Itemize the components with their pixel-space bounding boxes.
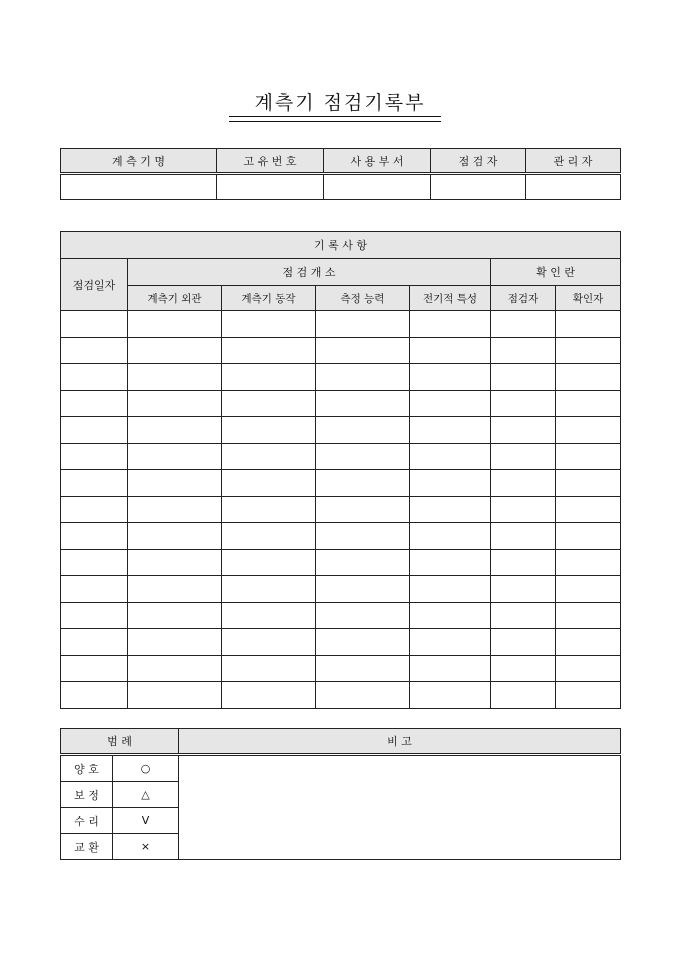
- appearance-cell[interactable]: [128, 549, 222, 576]
- record-row: [61, 443, 621, 470]
- measurement-cell[interactable]: [316, 496, 410, 523]
- record-row: [61, 602, 621, 629]
- verifier-cell[interactable]: [556, 337, 621, 364]
- date-cell[interactable]: [61, 443, 128, 470]
- measurement-cell[interactable]: [316, 523, 410, 550]
- record-row: [61, 576, 621, 603]
- measurement-cell[interactable]: [316, 364, 410, 391]
- measurement-cell[interactable]: [316, 390, 410, 417]
- checker-cell[interactable]: [491, 337, 556, 364]
- date-cell[interactable]: [61, 311, 128, 338]
- legend-label-calibrate: 보 정: [61, 782, 113, 808]
- verifier-cell[interactable]: [556, 682, 621, 709]
- date-cell[interactable]: [61, 470, 128, 497]
- instrument-name-cell[interactable]: [61, 174, 217, 200]
- header-inspector: 점 검 자: [431, 149, 526, 174]
- checker-cell[interactable]: [491, 576, 556, 603]
- checker-cell[interactable]: [491, 629, 556, 656]
- date-cell[interactable]: [61, 417, 128, 444]
- measurement-cell[interactable]: [316, 417, 410, 444]
- operation-cell[interactable]: [222, 364, 316, 391]
- header-measurement: 측정 능력: [316, 286, 410, 311]
- record-row: [61, 629, 621, 656]
- legend-label-good: 양 호: [61, 755, 113, 782]
- appearance-cell[interactable]: [128, 337, 222, 364]
- verifier-cell[interactable]: [556, 443, 621, 470]
- verifier-cell[interactable]: [556, 311, 621, 338]
- operation-cell[interactable]: [222, 655, 316, 682]
- record-section-title: 기 록 사 항: [61, 232, 621, 259]
- date-cell[interactable]: [61, 655, 128, 682]
- manager-cell[interactable]: [526, 174, 621, 200]
- record-row: [61, 311, 621, 338]
- header-electrical: 전기적 특성: [410, 286, 491, 311]
- checker-cell[interactable]: [491, 364, 556, 391]
- electrical-cell[interactable]: [410, 655, 491, 682]
- operation-cell[interactable]: [222, 470, 316, 497]
- instrument-info-table: [60, 148, 621, 200]
- date-cell[interactable]: [61, 496, 128, 523]
- measurement-cell[interactable]: [316, 470, 410, 497]
- appearance-cell[interactable]: [128, 602, 222, 629]
- legend-symbol-replace: ×: [113, 834, 179, 860]
- appearance-cell[interactable]: [128, 470, 222, 497]
- operation-cell[interactable]: [222, 602, 316, 629]
- measurement-cell[interactable]: [316, 682, 410, 709]
- header-inspection-date: 점검일자: [61, 259, 128, 311]
- date-cell[interactable]: [61, 390, 128, 417]
- appearance-cell[interactable]: [128, 655, 222, 682]
- legend-title: 범 례: [61, 729, 179, 755]
- date-cell[interactable]: [61, 364, 128, 391]
- header-appearance: 계측기 외관: [128, 286, 222, 311]
- electrical-cell[interactable]: [410, 682, 491, 709]
- appearance-cell[interactable]: [128, 311, 222, 338]
- record-row: [61, 470, 621, 497]
- checker-cell[interactable]: [491, 443, 556, 470]
- legend-table: [60, 728, 621, 860]
- record-row: [61, 549, 621, 576]
- verifier-cell[interactable]: [556, 364, 621, 391]
- operation-cell[interactable]: [222, 311, 316, 338]
- checker-cell[interactable]: [491, 602, 556, 629]
- measurement-cell[interactable]: [316, 311, 410, 338]
- electrical-cell[interactable]: [410, 523, 491, 550]
- appearance-cell[interactable]: [128, 443, 222, 470]
- record-row: [61, 496, 621, 523]
- operation-cell[interactable]: [222, 549, 316, 576]
- operation-cell[interactable]: [222, 496, 316, 523]
- title-underline: [229, 116, 441, 122]
- operation-cell[interactable]: [222, 443, 316, 470]
- header-verifier: 확인자: [556, 286, 621, 311]
- header-instrument-name: 계 측 기 명: [61, 149, 217, 174]
- operation-cell[interactable]: [222, 337, 316, 364]
- measurement-cell[interactable]: [316, 602, 410, 629]
- appearance-cell[interactable]: [128, 390, 222, 417]
- verifier-cell[interactable]: [556, 576, 621, 603]
- checker-cell[interactable]: [491, 311, 556, 338]
- header-checker: 점검자: [491, 286, 556, 311]
- date-cell[interactable]: [61, 629, 128, 656]
- checker-cell[interactable]: [491, 417, 556, 444]
- measurement-cell[interactable]: [316, 337, 410, 364]
- date-cell[interactable]: [61, 549, 128, 576]
- measurement-cell[interactable]: [316, 443, 410, 470]
- electrical-cell[interactable]: [410, 337, 491, 364]
- verifier-cell[interactable]: [556, 470, 621, 497]
- verifier-cell[interactable]: [556, 496, 621, 523]
- record-row: [61, 523, 621, 550]
- checker-cell[interactable]: [491, 470, 556, 497]
- measurement-cell[interactable]: [316, 576, 410, 603]
- checker-cell[interactable]: [491, 655, 556, 682]
- appearance-cell[interactable]: [128, 496, 222, 523]
- electrical-cell[interactable]: [410, 390, 491, 417]
- electrical-cell[interactable]: [410, 549, 491, 576]
- operation-cell[interactable]: [222, 629, 316, 656]
- measurement-cell[interactable]: [316, 549, 410, 576]
- date-cell[interactable]: [61, 602, 128, 629]
- verifier-cell[interactable]: [556, 549, 621, 576]
- appearance-cell[interactable]: [128, 629, 222, 656]
- header-manager: 관 리 자: [526, 149, 621, 174]
- page-title: 계측기 점검기록부: [254, 92, 426, 114]
- date-cell[interactable]: [61, 523, 128, 550]
- date-cell[interactable]: [61, 576, 128, 603]
- verifier-cell[interactable]: [556, 523, 621, 550]
- operation-cell[interactable]: [222, 576, 316, 603]
- legend-symbol-good: ○: [113, 755, 179, 782]
- inspection-record-table: [60, 231, 621, 709]
- record-row: [61, 655, 621, 682]
- legend-symbol-calibrate: △: [113, 782, 179, 808]
- checker-cell[interactable]: [491, 390, 556, 417]
- appearance-cell[interactable]: [128, 417, 222, 444]
- inspector-cell[interactable]: [431, 174, 526, 200]
- verifier-cell[interactable]: [556, 602, 621, 629]
- checker-cell[interactable]: [491, 682, 556, 709]
- legend-label-repair: 수 리: [61, 808, 113, 834]
- header-operation: 계측기 동작: [222, 286, 316, 311]
- electrical-cell[interactable]: [410, 470, 491, 497]
- legend-label-replace: 교 환: [61, 834, 113, 860]
- department-cell[interactable]: [324, 174, 431, 200]
- legend-symbol-repair: V: [113, 808, 179, 834]
- appearance-cell[interactable]: [128, 576, 222, 603]
- verifier-cell[interactable]: [556, 390, 621, 417]
- electrical-cell[interactable]: [410, 602, 491, 629]
- electrical-cell[interactable]: [410, 576, 491, 603]
- checker-cell[interactable]: [491, 549, 556, 576]
- electrical-cell[interactable]: [410, 311, 491, 338]
- appearance-cell[interactable]: [128, 364, 222, 391]
- checker-cell[interactable]: [491, 496, 556, 523]
- operation-cell[interactable]: [222, 417, 316, 444]
- remarks-area[interactable]: [179, 755, 621, 860]
- verifier-cell[interactable]: [556, 629, 621, 656]
- measurement-cell[interactable]: [316, 629, 410, 656]
- operation-cell[interactable]: [222, 523, 316, 550]
- remarks-title: 비 고: [179, 729, 621, 755]
- date-cell[interactable]: [61, 682, 128, 709]
- electrical-cell[interactable]: [410, 496, 491, 523]
- appearance-cell[interactable]: [128, 682, 222, 709]
- header-confirmation: 확 인 란: [491, 259, 621, 286]
- electrical-cell[interactable]: [410, 443, 491, 470]
- operation-cell[interactable]: [222, 390, 316, 417]
- header-serial-number: 고 유 번 호: [217, 149, 324, 174]
- header-inspection-points: 점 검 개 소: [128, 259, 491, 286]
- electrical-cell[interactable]: [410, 417, 491, 444]
- verifier-cell[interactable]: [556, 417, 621, 444]
- header-department: 사 용 부 서: [324, 149, 431, 174]
- electrical-cell[interactable]: [410, 364, 491, 391]
- record-row: [61, 682, 621, 709]
- checker-cell[interactable]: [491, 523, 556, 550]
- serial-number-cell[interactable]: [217, 174, 324, 200]
- verifier-cell[interactable]: [556, 655, 621, 682]
- record-row: [61, 390, 621, 417]
- record-row: [61, 417, 621, 444]
- date-cell[interactable]: [61, 337, 128, 364]
- record-row: [61, 337, 621, 364]
- record-row: [61, 364, 621, 391]
- appearance-cell[interactable]: [128, 523, 222, 550]
- measurement-cell[interactable]: [316, 655, 410, 682]
- operation-cell[interactable]: [222, 682, 316, 709]
- electrical-cell[interactable]: [410, 629, 491, 656]
